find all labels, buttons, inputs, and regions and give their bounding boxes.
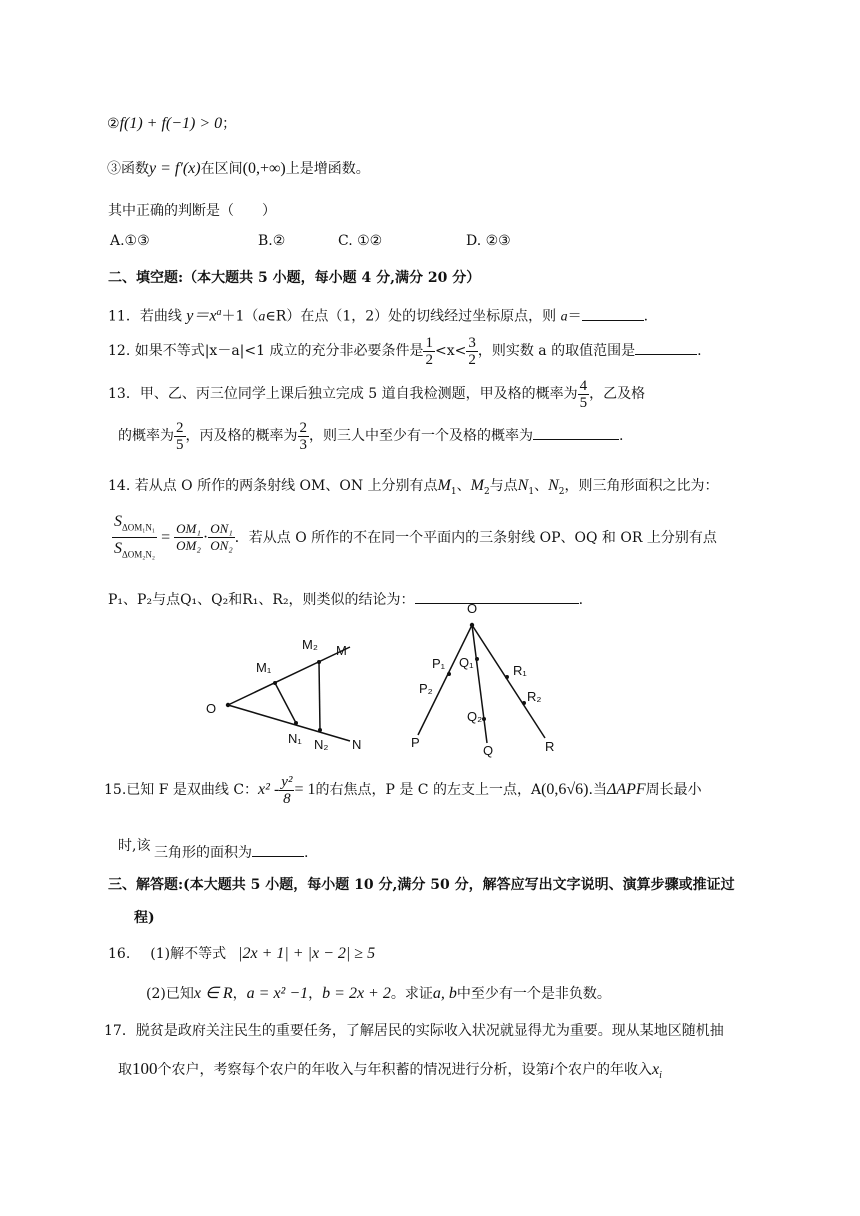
segment-m1n1 (275, 683, 296, 723)
q12-frac1-den: 2 (425, 351, 433, 368)
q12-frac2-num: 3 (468, 334, 476, 351)
q13-line-2 (118, 418, 623, 454)
label-m: M (336, 643, 347, 658)
q13-line2-mid: ，丙及格的概率为 (185, 428, 298, 444)
q14-sub2: ΔOM₂N₂ (122, 549, 156, 560)
label-m2: M₂ (302, 637, 318, 652)
label-m1: M₁ (256, 660, 272, 675)
point-p1 (447, 672, 451, 676)
q16-part2-a: a = x² −1 (246, 985, 309, 1002)
point-o-apex (470, 623, 474, 627)
q12-fraction-1 (423, 335, 435, 368)
statement-3-pre: ③函数 (107, 161, 149, 177)
q12-frac2-den: 2 (468, 351, 476, 368)
label-p1: P₁ (432, 656, 446, 671)
q17-x-sub: i (659, 1069, 662, 1081)
point-r2 (522, 701, 526, 705)
q10-option-c: C. ①② (338, 233, 383, 249)
q14-sep: 、 (456, 478, 471, 494)
q14-on-ratio (208, 521, 235, 554)
label-n: N (352, 737, 362, 752)
q17-line2-a: 取 (118, 1062, 132, 1078)
q13-post: ，乙及格 (589, 386, 646, 402)
label-r1: R₁ (513, 663, 527, 678)
statement-3-math: y = f′(x) (149, 160, 201, 177)
section-3-title-line-2: 程) (134, 910, 155, 926)
q17-index: i (549, 1061, 554, 1078)
q13-fa-num: 4 (579, 377, 588, 394)
q16-part2-x: x ∈ R (193, 985, 233, 1002)
q16-part2-ab: a, b (432, 985, 457, 1002)
q15-pre: 15.已知 F 是双曲线 C： (104, 782, 259, 798)
q11 (108, 303, 648, 328)
ray-or (472, 625, 545, 738)
q13-fb-num: 2 (176, 419, 184, 436)
point-q1 (475, 657, 479, 661)
statement-3-interval: (0,+∞) (242, 160, 286, 177)
q15-line-2 (118, 836, 150, 856)
label-q: Q (483, 743, 494, 758)
q11-end: . (643, 308, 649, 325)
q16-comma-2: ， (308, 986, 323, 1002)
q14-s-bottom: S (114, 540, 122, 558)
label-n2: N₂ (314, 737, 329, 752)
q10-question: 其中正确的判断是（ ） (108, 203, 276, 219)
statement-3-mid: 在区间 (200, 161, 243, 177)
q17-line-2 (118, 1059, 662, 1086)
label-o-apex: O (467, 603, 478, 616)
section-3-title-line-1: 三、解答题:(本大题共 5 小题，每小题 10 分,满分 50 分，解答应写出文字说明、演算步骤或推证过 (108, 877, 735, 893)
label-r2: R₂ (527, 689, 542, 704)
q14-on2: ON₂ (210, 538, 233, 554)
q17-line2-c: 个农户的年收入 (553, 1062, 652, 1078)
q13-fraction-a (578, 378, 590, 411)
q12 (108, 333, 702, 369)
q15-post: .当 (588, 782, 607, 798)
q13-answer-blank[interactable] (533, 425, 619, 440)
figure-three-rays (405, 603, 575, 758)
q14-on1: ON₁ (210, 521, 233, 537)
q15-y-num: y² (281, 773, 293, 790)
q11-math: y＝x (186, 307, 217, 325)
label-n1: N₁ (288, 731, 302, 746)
q14-end: . (578, 592, 584, 608)
q15-line2-a: 时,该 (118, 838, 151, 854)
q11-a: a (258, 309, 266, 325)
q15-point-a: (0,6√6) (541, 781, 589, 798)
q14-n1: N (517, 477, 529, 494)
q15-post2: 周长最小 (645, 782, 702, 798)
q16-part-2 (146, 984, 611, 1004)
ray-op (418, 625, 472, 735)
q12-fraction-2 (466, 335, 478, 368)
q17-count: 100 (132, 1059, 158, 1078)
q13-line2-post: ，则三人中至少有一个及格的概率为 (309, 428, 533, 444)
q17-line-1: 17．脱贫是政府关注民生的重要任务，了解居民的实际收入状况就显得尤为重要。现从某地区随机抽 (104, 1023, 724, 1039)
q11-equals: ＝ (567, 308, 582, 325)
q16-part1-text: (1)解不等式 (150, 946, 227, 962)
q12-frac1-num: 1 (425, 334, 433, 351)
q13-fraction-c (298, 420, 310, 453)
q14-and: 与点 (489, 478, 518, 494)
q16-part2-prove: 。求证 (390, 986, 433, 1002)
point-m2 (317, 660, 321, 664)
q14-answer-blank[interactable] (415, 589, 579, 604)
q15-end: . (304, 845, 309, 861)
point-q2 (482, 717, 486, 721)
q15-line-1 (104, 772, 702, 808)
q16-part2-end: 中至少有一个是非负数。 (456, 986, 611, 1002)
q14-area-ratio (112, 511, 157, 565)
label-p: P (411, 735, 420, 750)
q14-n2: N (548, 477, 559, 494)
q16-number: 16. (108, 946, 131, 962)
ray-om (228, 647, 350, 705)
label-p2: P₂ (419, 681, 433, 696)
q12-answer-blank[interactable] (635, 340, 697, 355)
q10-option-d: D. ②③ (466, 233, 511, 249)
statement-3-end: 上是增函数。 (285, 161, 370, 177)
q12-pre: 12. 如果不等式|x－a|<1 成立的充分非必要条件是 (108, 343, 424, 359)
label-q1: Q₁ (459, 655, 474, 670)
q17-line2-b: 个农户，考察每个农户的年收入与年积蓄的情况进行分析，设第 (157, 1062, 550, 1078)
q12-end: . (697, 343, 702, 359)
q16-part-1 (108, 944, 375, 964)
q11-exponent: a (216, 307, 222, 318)
point-o (226, 703, 230, 707)
q14-post: ，则三角形面积之比为： (564, 478, 719, 494)
q14-sep-2: 、 (534, 478, 549, 494)
point-n1 (294, 721, 298, 725)
q15-y-den: 8 (283, 790, 291, 807)
figure-triangles (200, 625, 370, 755)
point-m1 (273, 681, 277, 685)
statement-2-end: ； (222, 116, 237, 132)
q13-fraction-b (174, 420, 186, 453)
segment-m2n2 (319, 662, 320, 730)
point-n2 (318, 728, 322, 732)
q17-x: x (651, 1061, 660, 1078)
q11-answer-blank[interactable] (582, 306, 644, 321)
q12-post: ，则实数 a 的取值范围是 (477, 343, 636, 359)
q14-pre: 14. 若从点 O 所作的两条射线 OM、ON 上分别有点 (108, 478, 438, 494)
label-o: O (206, 701, 217, 716)
statement-3 (107, 159, 370, 179)
q14-line2-post: ．若从点 O 所作的不在同一个平面内的三条射线 OP、OQ 和 OR 上分别有点 (234, 529, 717, 546)
q12-mid: <x< (434, 343, 467, 359)
q14-sub1: ΔOM₁N₁ (122, 522, 156, 533)
q15-answer-blank[interactable] (252, 842, 304, 857)
section-2-title: 二、填空题:（本大题共 5 小题，每小题 4 分,满分 20 分） (108, 270, 481, 286)
label-q2: Q₂ (467, 709, 483, 724)
q14-m1: M (437, 477, 451, 494)
statement-2-math: f(1) + f(−1) > 0 (119, 115, 223, 132)
q16-part1-math: |2x + 1| + |x − 2| ≥ 5 (238, 945, 376, 962)
q14-m2: M (470, 477, 484, 494)
q13-line-1 (108, 376, 645, 412)
q15-line2-b: 三角形的面积为 (154, 845, 252, 861)
q11-condition: ∈R）在点（1，2）处的切线经过坐标原点，则 (265, 308, 557, 325)
q13-fb-den: 5 (176, 436, 184, 453)
statement-2-number: ② (107, 116, 120, 132)
q15-mid: 的右焦点，P 是 C 的左支上一点，A (315, 782, 542, 798)
q14-line3: P₁、P₂与点Q₁、Q₂和R₁、R₂，则类似的结论为： (108, 592, 415, 608)
q16-part2-b: b = 2x + 2 (322, 985, 391, 1002)
q14-om-ratio (174, 521, 203, 554)
q15-y-fraction (279, 774, 294, 807)
q13-pre: 13．甲、乙、丙三位同学上课后独立完成 5 道自我检测题，甲及格的概率为 (108, 386, 578, 402)
label-r: R (545, 739, 555, 754)
q10-option-a: A.①③ (110, 233, 150, 249)
q11-mid: ＋1（ (221, 308, 259, 325)
q15-x2: x² - (258, 781, 280, 798)
q14-om2: OM₂ (176, 538, 201, 554)
q16-part2-text: (2)已知 (146, 986, 194, 1002)
q14-om1: OM₁ (176, 521, 201, 537)
q13-line2-pre: 的概率为 (118, 428, 174, 444)
statement-2 (107, 114, 236, 134)
q14-line-2: $\frac{S_{\Delta OM_1N_1}}{S_{\Delta OM_2N_2}}$ = $\frac{\text{OM₁}}{\text{OM₂}}$ · $\frac{\text{ON₁}}{\text{ON₂}}$ ．若从点 O 所作的不在同一个平面内的三条射线 OP、OQ 和 OR 上分别有点 (112, 511, 717, 565)
ray-oq (472, 625, 487, 743)
q11-a2: a (560, 309, 568, 325)
point-r1 (505, 675, 509, 679)
q15-eq1: = 1 (294, 781, 316, 798)
q14-line-1: 14. 若从点 O 所作的两条射线 OM、ON 上分别有点$M_1$、$M_2$与点$N_1$、$N_2$，则三角形面积之比为： (108, 477, 719, 497)
q13-end: . (619, 428, 624, 444)
q13-fc-den: 3 (299, 436, 307, 453)
q13-fc-num: 2 (299, 419, 307, 436)
q10-option-b: B.② (258, 233, 286, 249)
q11-pre: 11．若曲线 (108, 308, 182, 325)
q16-comma-1: ， (232, 986, 247, 1002)
q13-fa-den: 5 (579, 394, 588, 411)
q15-line-2b (154, 842, 308, 863)
q15-triangle: ΔAPF (606, 781, 646, 798)
q14-s-top: S (114, 513, 122, 530)
